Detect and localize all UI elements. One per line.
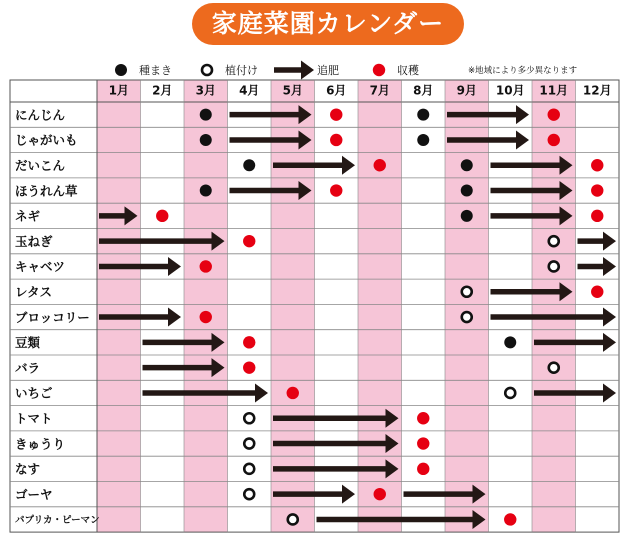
growth-arrow: [491, 282, 573, 301]
month-header-3: 3月: [195, 83, 216, 98]
sowing-mark: [461, 210, 473, 222]
harvest-mark: [374, 488, 386, 500]
crop-label: ほうれん草: [15, 183, 78, 199]
harvest-mark: [243, 361, 255, 373]
harvest-mark: [156, 210, 168, 222]
harvest-mark: [548, 108, 560, 120]
growth-arrow: [578, 232, 617, 251]
month-column-9: [445, 80, 489, 532]
legend-sow-label: 種まき: [139, 64, 172, 77]
growth-arrow: [404, 485, 486, 504]
crop-label: 玉ねぎ: [15, 233, 53, 249]
crop-label: 豆類: [15, 335, 41, 351]
harvest-mark: [417, 463, 429, 475]
harvest-mark: [591, 286, 603, 298]
crop-label: ゴーヤ: [15, 486, 53, 502]
sowing-mark: [200, 109, 212, 121]
crop-label: トマト: [15, 411, 53, 426]
harvest-mark: [330, 134, 342, 146]
month-header-4: 4月: [239, 83, 260, 98]
month-header-8: 8月: [413, 83, 434, 98]
legend-plant-icon: [202, 65, 212, 75]
crop-label: じゃがいも: [15, 132, 78, 148]
harvest-mark: [330, 108, 342, 120]
sowing-mark: [417, 109, 429, 121]
harvest-mark: [200, 260, 212, 272]
growth-arrow: [143, 333, 225, 352]
crop-label: バラ: [15, 360, 41, 376]
planting-mark: [288, 514, 298, 524]
sowing-mark: [200, 134, 212, 146]
growth-arrow: [230, 105, 312, 124]
sowing-mark: [243, 159, 255, 171]
growth-arrow: [491, 156, 573, 175]
planting-mark: [244, 413, 254, 423]
growth-arrow: [143, 358, 225, 377]
harvest-mark: [287, 387, 299, 399]
legend-plant-label: 植付け: [225, 64, 258, 77]
crop-label: ネギ: [15, 208, 41, 224]
planting-mark: [549, 363, 559, 373]
crop-label: キャベツ: [15, 259, 66, 275]
planting-mark: [549, 236, 559, 246]
planting-mark: [244, 439, 254, 449]
harvest-mark: [330, 184, 342, 196]
harvest-mark: [417, 437, 429, 449]
growth-arrow: [491, 206, 573, 225]
growth-arrow: [491, 181, 573, 200]
month-header-6: 6月: [326, 83, 347, 98]
page-title: 家庭菜園カレンダー: [211, 9, 445, 38]
crop-label: なす: [15, 461, 41, 477]
month-column-5: [271, 80, 315, 532]
planting-mark: [549, 261, 559, 271]
month-header-10: 10月: [495, 83, 525, 98]
month-column-3: [184, 80, 228, 532]
month-header-7: 7月: [369, 83, 390, 98]
month-header-12: 12月: [582, 83, 612, 98]
planting-mark: [505, 388, 515, 398]
legend-fertilize-label: 追肥: [317, 64, 339, 77]
month-header-2: 2月: [152, 83, 173, 98]
crop-label: きゅうり: [15, 436, 66, 452]
month-header-5: 5月: [282, 83, 303, 98]
growth-arrow: [578, 257, 617, 276]
sowing-mark: [504, 336, 516, 348]
harvest-mark: [504, 513, 516, 525]
crop-label: ブロッコリー: [15, 309, 90, 325]
month-column-11: [532, 80, 576, 532]
sowing-mark: [200, 185, 212, 197]
crop-label: だいこん: [15, 158, 66, 173]
month-header-9: 9月: [456, 83, 477, 98]
sowing-mark: [417, 134, 429, 146]
month-header-11: 11月: [539, 83, 569, 98]
harvest-mark: [591, 210, 603, 222]
planting-mark: [244, 464, 254, 474]
legend-harvest-icon: [373, 64, 385, 76]
crop-label: にんじん: [15, 107, 66, 123]
legend-sow-icon: [115, 64, 127, 76]
growth-arrow: [230, 130, 312, 149]
harvest-mark: [591, 184, 603, 196]
crop-label: いちご: [15, 385, 53, 401]
harvest-mark: [243, 336, 255, 348]
harvest-mark: [417, 412, 429, 424]
legend-harvest-label: 収穫: [397, 64, 419, 77]
legend-fertilize-icon: [274, 61, 314, 80]
planting-mark: [462, 287, 472, 297]
planting-mark: [462, 312, 472, 322]
harvest-mark: [374, 159, 386, 171]
crop-label: レタス: [15, 284, 53, 300]
month-column-7: [358, 80, 402, 532]
month-header-1: 1月: [108, 83, 129, 98]
harvest-mark: [243, 235, 255, 247]
harvest-mark: [200, 311, 212, 323]
harvest-mark: [591, 159, 603, 171]
planting-mark: [244, 489, 254, 499]
harvest-mark: [548, 134, 560, 146]
sowing-mark: [461, 159, 473, 171]
crop-label: パプリカ・ピーマン: [15, 515, 100, 527]
month-column-1: [97, 80, 141, 532]
growth-arrow: [230, 181, 312, 200]
legend-note: ※地域により多少異なります: [468, 66, 578, 76]
sowing-mark: [461, 185, 473, 197]
